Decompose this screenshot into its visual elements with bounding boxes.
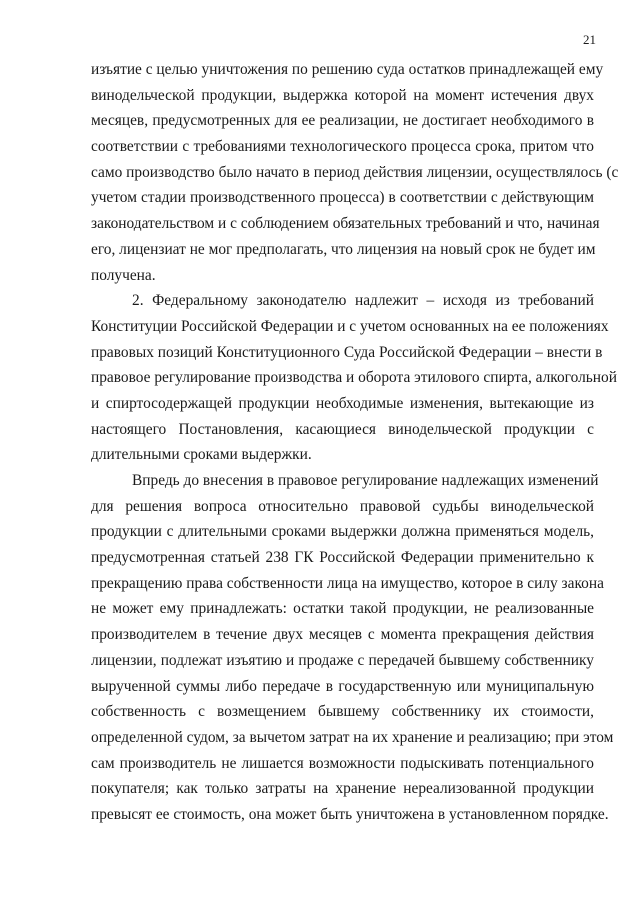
text-line: определенной судом, за вычетом затрат на их хранение и реализацию; при этом (91, 728, 614, 746)
text-line: прекращению права собственности лица на имущество, которое в силу закона (91, 574, 604, 592)
text-line: получена. (91, 266, 156, 284)
text-line: собственность с возмещением бывшему собственнику их стоимости, (91, 703, 594, 721)
text-line: сам производитель не лишается возможности подыскивать потенциального (91, 754, 594, 772)
text-line: правовых позиций Конституционного Суда Российской Федерации – внести в (91, 343, 603, 361)
text-line: Впредь до внесения в правовое регулирование надлежащих изменений (132, 472, 599, 489)
text-line: правовое регулирование производства и оборота этилового спирта, алкогольной (91, 369, 617, 387)
text-line: соответствии с требованиями технологического процесса срока, притом что (91, 138, 594, 156)
text-line: законодательством и с соблюдением обязательных требований и что, начиная (91, 215, 600, 233)
text-line: и спиртосодержащей продукции необходимые изменения, вытекающие из (91, 394, 594, 412)
text-line: само производство было начато в период действия лицензии, осуществлялось (с (91, 163, 619, 181)
text-line: учетом стадии производственного процесса) в соответствии с действующим (91, 189, 594, 207)
text-line: Конституции Российской Федерации и с учетом основанных на ее положениях (91, 317, 609, 335)
text-line: для решения вопроса относительно правовой судьбы винодельческой (91, 497, 594, 515)
text-line: винодельческой продукции, выдержка которой на момент истечения двух (91, 86, 594, 104)
document-body (91, 57, 619, 828)
paragraph-3 (91, 468, 614, 828)
text-line: его, лицензиат не мог предполагать, что лицензия на новый срок не будет им (91, 240, 596, 258)
text-line: настоящего Постановления, касающиеся винодельческой продукции с (91, 420, 594, 438)
text-line: продукции с длительными сроками выдержки должна применяться модель, (91, 523, 594, 541)
text-line: изъятие с целью уничтожения по решению суда остатков принадлежащей ему (91, 61, 604, 78)
text-line: лицензии, подлежат изъятию и продаже с передачей бывшему собственнику (91, 651, 594, 669)
page-number: 21 (583, 32, 596, 47)
text-line: вырученной суммы либо передаче в государственную или муниципальную (91, 677, 594, 695)
text-line: покупателя; как только затраты на хранение нереализованной продукции (91, 780, 594, 798)
paragraph-1 (91, 57, 619, 288)
text-line: предусмотренная статьей 238 ГК Российской Федерации применительно к (91, 549, 594, 567)
text-line: 2. Федеральному законодателю надлежит – исходя из требований (132, 292, 594, 310)
paragraph-2 (91, 288, 617, 468)
text-line: производителем в течение двух месяцев с момента прекращения действия (91, 626, 594, 644)
text-line: превысят ее стоимость, она может быть уничтожена в установленном порядке. (91, 805, 609, 823)
text-line: длительными сроками выдержки. (91, 446, 312, 464)
text-line: месяцев, предусмотренных для ее реализации, не достигает необходимого в (91, 112, 594, 130)
text-line: не может ему принадлежать: остатки такой продукции, не реализованные (91, 600, 594, 618)
